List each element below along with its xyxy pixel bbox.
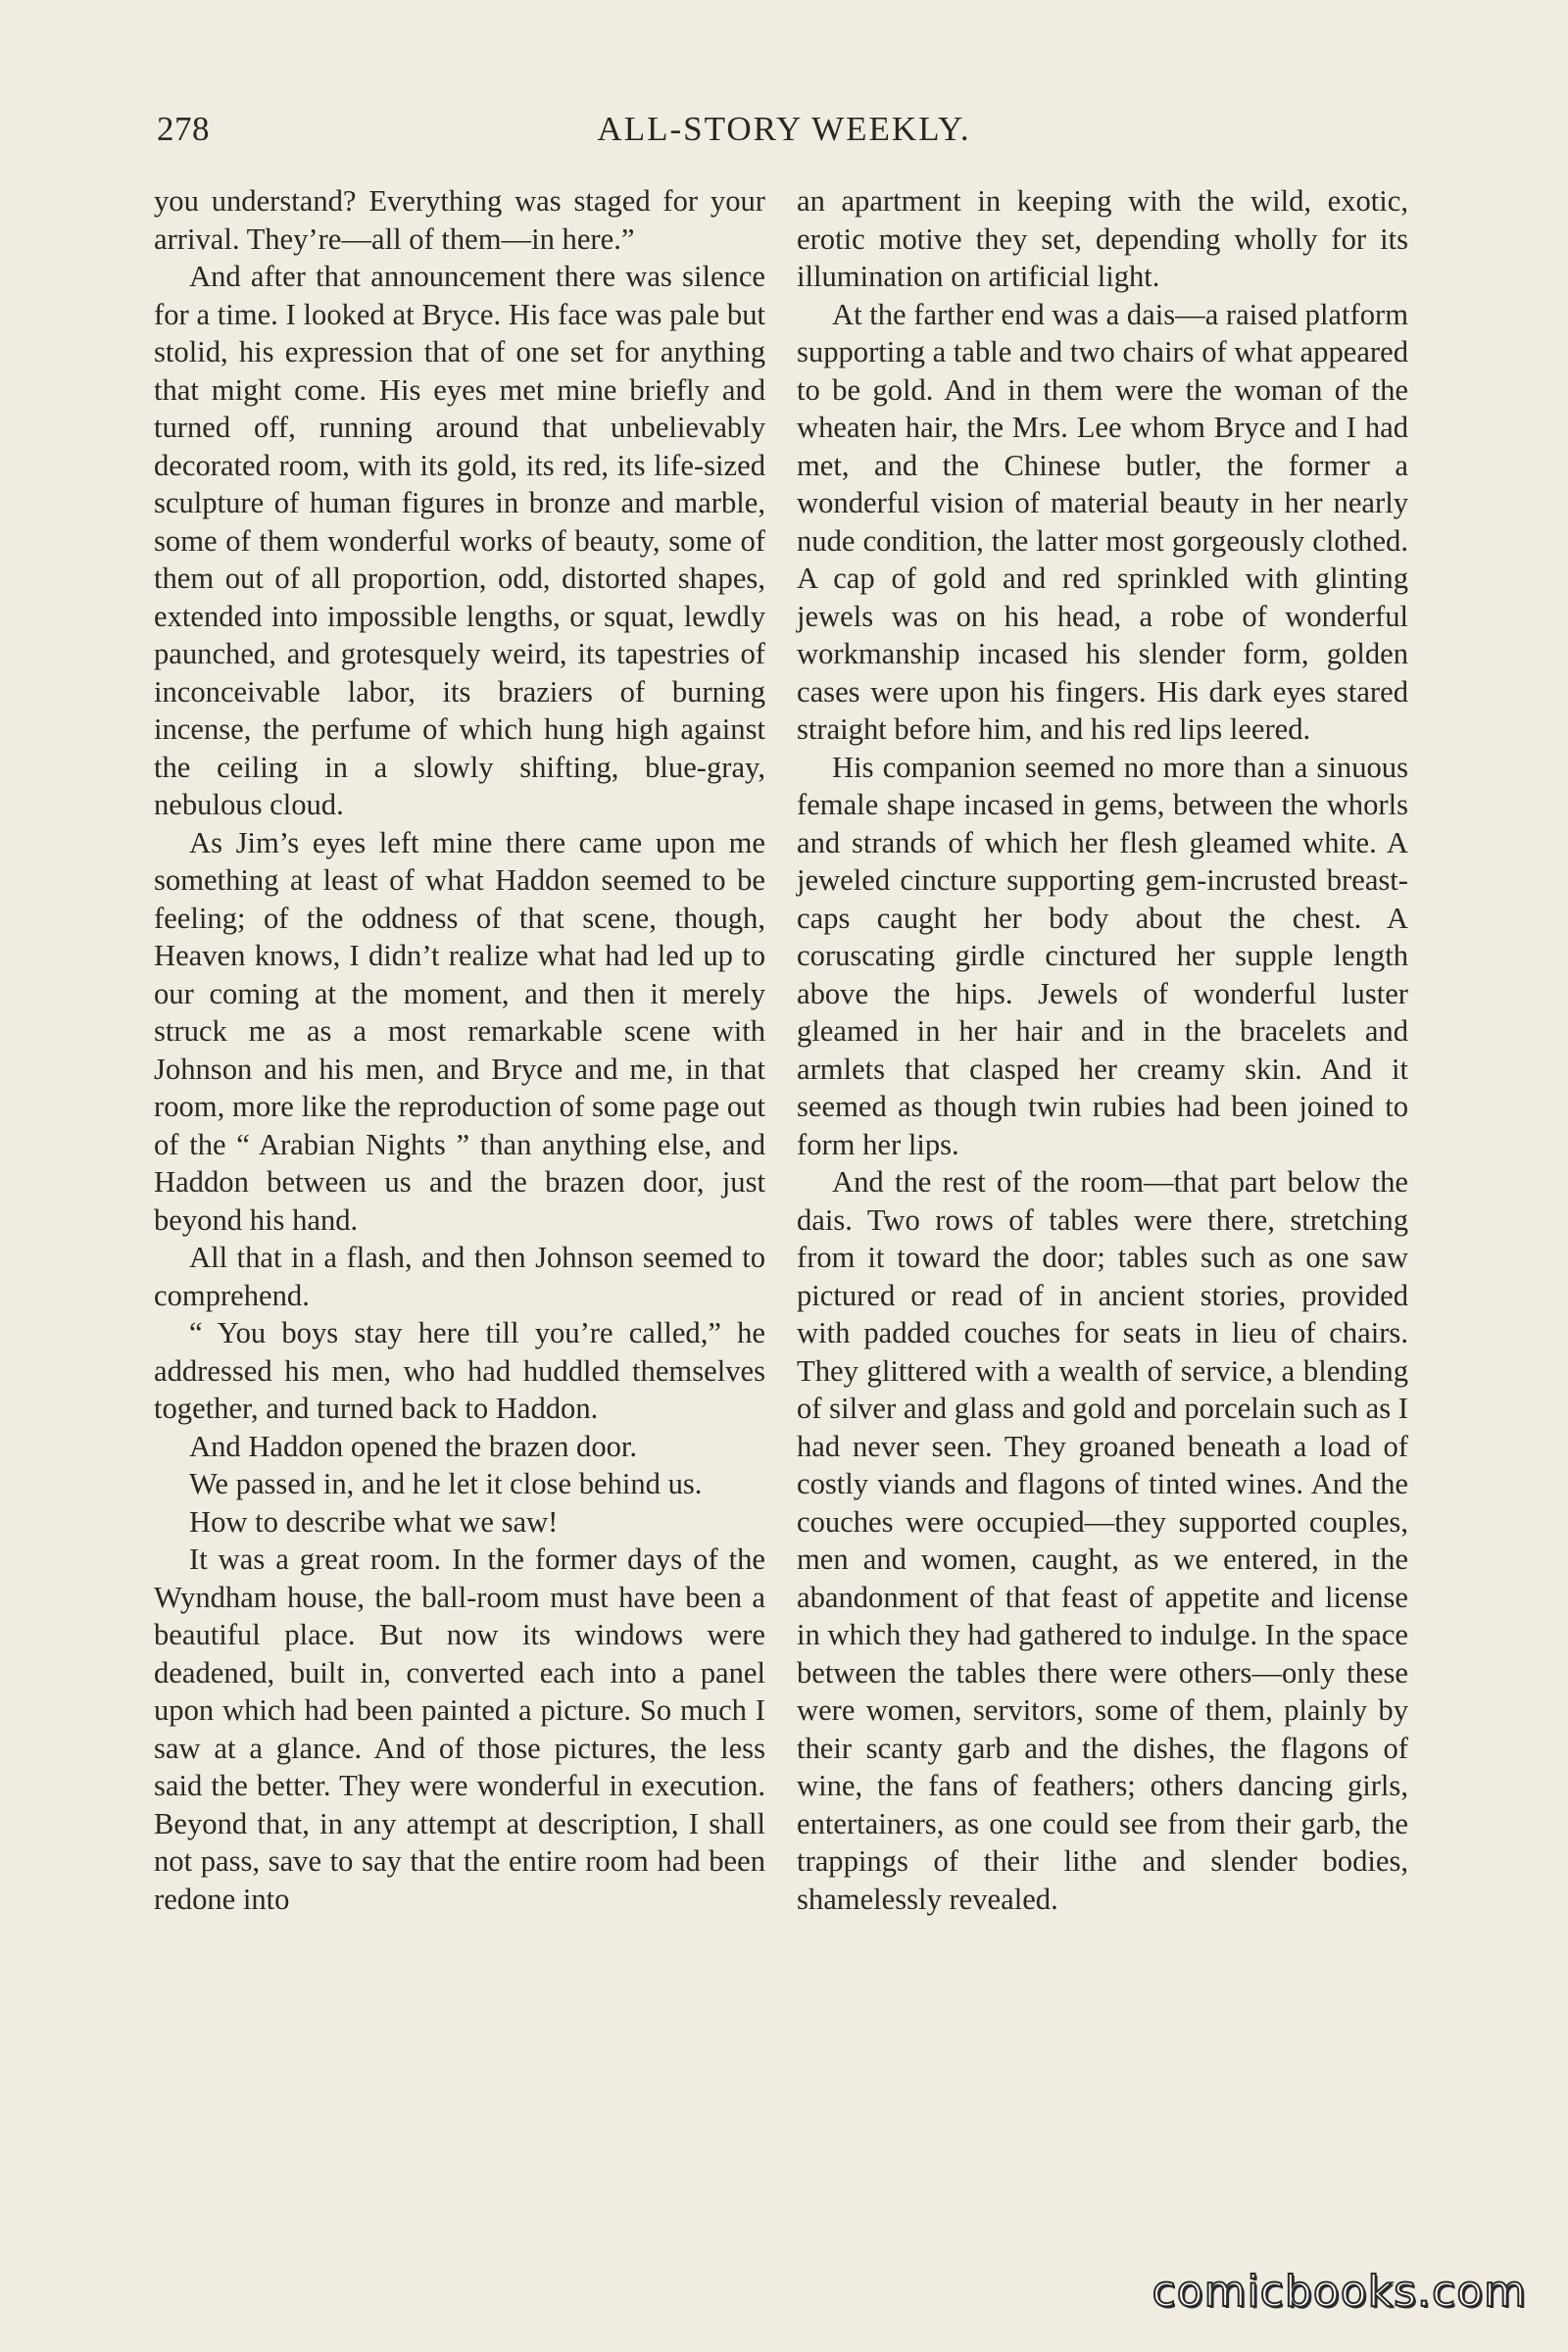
paragraph: “ You boys stay here till you’re called,” he addressed his men, who had huddled themselves together, and turned back to Haddon.	[154, 1316, 765, 1425]
paragraph: And the rest of the room—that part below the dais. Two rows of tables were there, stretching from it toward the door; tables such as one saw pictured or read of in ancient stories, provided with padded couches for seats in lieu of chairs. They glittered with a wealth of service, a blending of silver and glass and gold and porcelain such as I had never seen. They groaned beneath a load of costly viands and flagons of tinted wines. And the couches were occupied—they supported couples, men and women, caught, as we entered, in the abandonment of that feast of appetite and license in which they had gathered to indulge. In the space between the tables there were others—only these were women, servitors, some of them, plainly by their scanty garb and the dishes, the flagons of wine, the fans of feathers; others dancing girls, entertainers, as one could see from their garb, the trappings of their lithe and slender bodies, shamelessly revealed.	[797, 1165, 1408, 1916]
paragraph: His companion seemed no more than a sinuous female shape incased in gems, between the whorls and strands of which her flesh gleamed white. A jeweled cincture supporting gem-incrusted breast-caps caught her body about the chest. A coruscating girdle cinctured her supple length above the hips. Jewels of wonderful luster gleamed in her hair and in the bracelets and armlets that clasped her creamy skin. And it seemed as though twin rubies had been joined to form her lips.	[797, 750, 1408, 1161]
paragraph: And after that announcement there was silence for a time. I looked at Bryce. His face was pale but stolid, his expression that of one set for anything that might come. His eyes met mine briefly and turned off, running around that unbelievably decorated room, with its gold, its red, its life-sized sculpture of human figures in bronze and marble, some of them wonderful works of beauty, some of them out of all proportion, odd, distorted shapes, extended into impossible lengths, or squat, lewdly paunched, and grotesquely weird, its tapestries of inconceivable labor, its braziers of burning incense, the perfume of which hung high against the ceiling in a slowly shifting, blue-gray, nebulous cloud.	[154, 260, 765, 821]
paragraph: At the farther end was a dais—a raised platform supporting a table and two chairs of what appeared to be gold. And in them were the woman of the wheaten hair, the Mrs. Lee whom Bryce and I had met, and the Chinese butler, the former a wonderful vision of material beauty in her nearly nude condition, the latter most gorgeously clothed. A cap of gold and red sprinkled with glinting jewels was on his head, a robe of wonderful workmanship incased his slender form, golden cases were upon his fingers. His dark eyes stared straight before him, and his red lips leered.	[797, 297, 1408, 746]
paragraph: And Haddon opened the brazen door.	[189, 1429, 638, 1463]
paragraph: an apartment in keeping with the wild, exotic, erotic motive they set, depending wholly for its illumination on artificial light.	[797, 184, 1408, 293]
paragraph: As Jim’s eyes left mine there came upon me something at least of what Haddon seemed to be feeling; of the oddness of that scene, though, Heaven knows, I didn’t realize what had led up to our coming at the moment, and then it merely struck me as a most remarkable scene with Johnson and his men, and Bryce and me, in that room, more like the reproduction of some page out of the “ Arabian Nights ” than anything else, and Haddon between us and the brazen door, just beyond his hand.	[154, 825, 765, 1237]
paragraph: How to describe what we saw!	[189, 1504, 559, 1539]
watermark: comicbooks.com	[1152, 2267, 1527, 2317]
paragraph: you understand? Everything was staged for your arrival. They’re—all of them—in here.”	[154, 184, 765, 256]
page-number: 278	[157, 110, 210, 148]
paragraph: We passed in, and he let it close behind us.	[189, 1467, 703, 1500]
paragraph: It was a great room. In the former days of the Wyndham house, the ball-room must have been a beautiful place. But now its windows were deadened, built in, converted each into a panel upon which had been painted a picture. So much I saw at a glance. And of those pictures, the less said the better. They were wonderful in execution. Beyond that, in any attempt at description, I shall not pass, save to say that the entire room had been redone into	[154, 1543, 765, 1916]
right-column	[797, 182, 1408, 1918]
running-head: ALL-STORY WEEKLY.	[597, 110, 971, 148]
paragraph: All that in a flash, and then Johnson seemed to comprehend.	[154, 1241, 765, 1312]
left-column	[154, 182, 765, 1918]
